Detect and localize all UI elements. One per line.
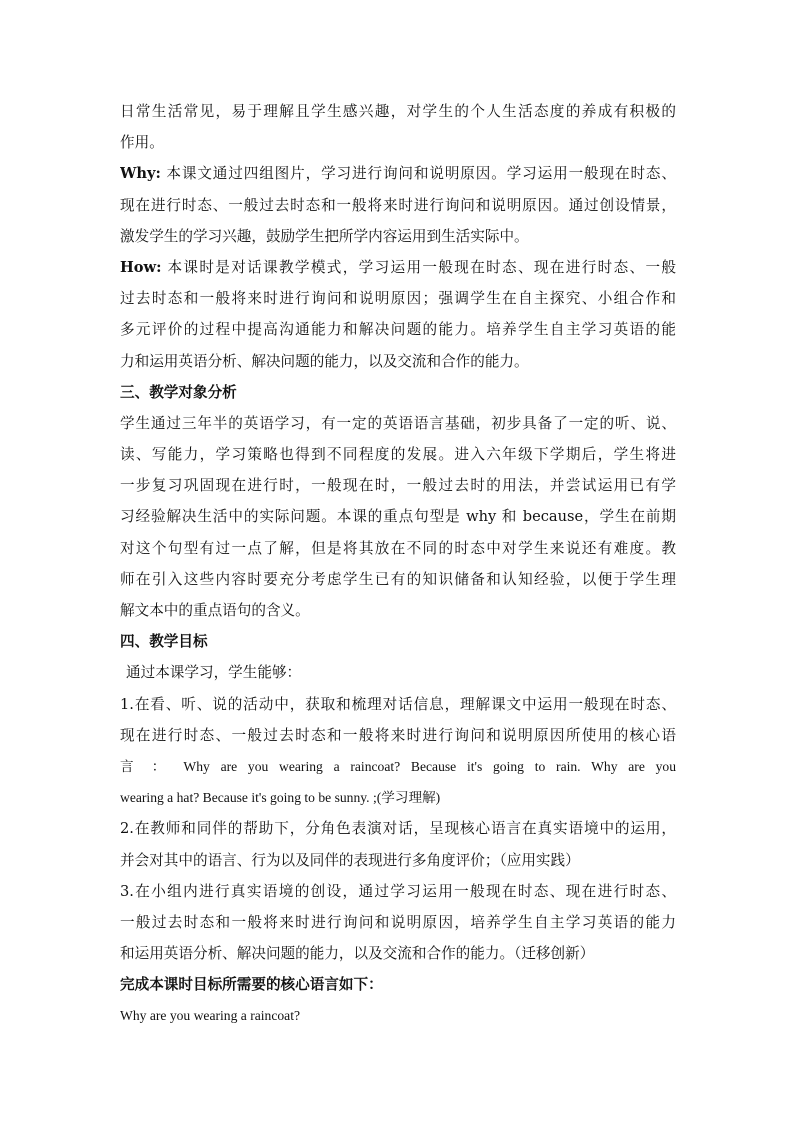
why-paragraph-line: 激发学生的学习兴趣，鼓励学生把所学内容运用到生活实际中。 (120, 227, 529, 245)
why-text: 本课文通过四组图片，学习进行询问和说明原因。学习运用一般现在时态、 (160, 165, 676, 183)
student-analysis-line: 对这个句型有过一点了解，但是将其放在不同的时态中对学生来说还有难度。教 (120, 539, 676, 557)
student-analysis-line: 解文本中的重点语句的含义。 (120, 602, 310, 619)
student-analysis-line: 一步复习巩固现在进行时，一般现在时，一般过去时的用法，并尝试运用已有学 (120, 477, 676, 495)
student-analysis-line: 学生通过三年半的英语学习，有一定的英语语言基础，初步具备了一定的听、说、 (120, 414, 676, 432)
section-heading-student-analysis: 三、教学对象分析 (120, 383, 237, 401)
why-paragraph-line: 现在进行时态、一般过去时态和一般将来时进行询问和说明原因。通过创设情景， (120, 196, 676, 214)
intro-line: 日常生活常见，易于理解且学生感兴趣，对学生的个人生活态度的养成有积极的 (120, 103, 676, 120)
how-paragraph-line: 过去时态和一般将来时进行询问和说明原因；强调学生在自主探究、小组合作和 (120, 290, 676, 308)
goal-1-line: 1.在看、听、说的活动中，获取和梳理对话信息，理解课文中运用一般现在时态、 (120, 695, 676, 713)
goal-1-line: wearing a hat? Because it's going to be sunny. ;(学习理解) (120, 790, 441, 806)
how-paragraph-line: 多元评价的过程中提高沟通能力和解决问题的能力。培养学生自主学习英语的能 (120, 321, 676, 339)
how-text: 本课时是对话课教学模式，学习运用一般现在时态、现在进行时态、一般 (161, 258, 676, 276)
goal-1-line: 现在进行时态、一般过去时态和一般将来时进行询问和说明原因所使用的核心语 (120, 726, 676, 744)
intro-line: 作用。 (120, 134, 164, 152)
core-language-heading: 完成本课时目标所需要的核心语言如下： (120, 976, 383, 994)
goal-1-line: 言 ： Why are you wearing a raincoat? Because it's going to rain. Why are you (120, 758, 676, 774)
why-paragraph-line (120, 158, 676, 189)
goal-3-line: 和运用英语分析、解决问题的能力，以及交流和合作的能力。（迁移创新） (120, 945, 595, 963)
section-heading-teaching-goals: 四、教学目标 (120, 633, 208, 651)
document-page (120, 96, 676, 1032)
how-paragraph-line (120, 252, 676, 283)
student-analysis-line: 师在引入这些内容时要充分考虑学生已有的知识储备和认知经验，以便于学生理 (120, 570, 676, 588)
core-language-line: Why are you wearing a raincoat? (120, 1008, 301, 1024)
goal-3-line: 一般过去时态和一般将来时进行询问和说明原因，培养学生自主学习英语的能力 (120, 913, 676, 931)
goal-2-line: 并会对其中的语言、行为以及同伴的表现进行多角度评价；（应用实践） (120, 851, 580, 869)
how-paragraph-line: 力和运用英语分析、解决问题的能力，以及交流和合作的能力。 (120, 352, 529, 370)
why-label: Why: (120, 165, 161, 183)
how-label: How: (120, 258, 162, 276)
goal-3-line: 3.在小组内进行真实语境的创设，通过学习运用一般现在时态、现在进行时态、 (120, 882, 676, 900)
student-analysis-line: 习经验解决生活中的实际问题。本课的重点句型是 why 和 because，学生在前期 (120, 508, 676, 526)
goal-2-line: 2.在教师和同伴的帮助下，分角色表演对话，呈现核心语言在真实语境中的运用， (120, 820, 676, 838)
student-analysis-line: 读、写能力，学习策略也得到不同程度的发展。进入六年级下学期后，学生将进 (120, 446, 676, 464)
teaching-goals-intro: 通过本课学习，学生能够： (126, 664, 302, 682)
